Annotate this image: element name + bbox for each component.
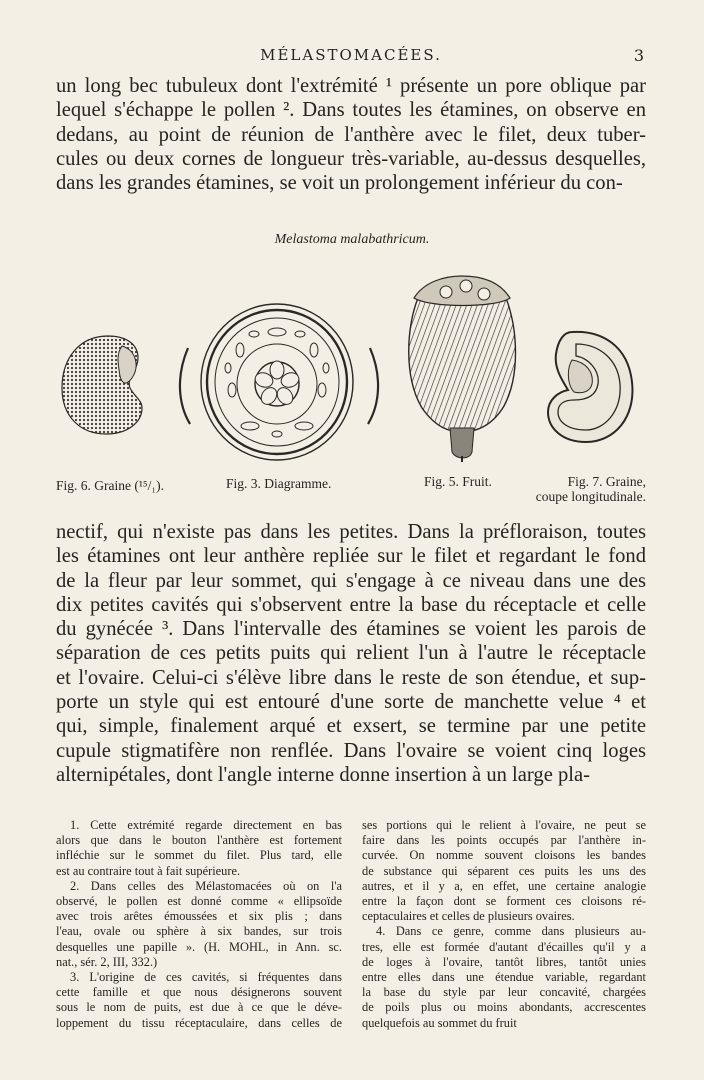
seed-section-illustration: [542, 326, 638, 448]
caption-fig7: [536, 474, 646, 504]
text-line: dans les grandes étamines, se voit un prolongement inférieur du con-: [56, 172, 623, 195]
text-line: et l'ovaire. Celui-ci s'élève libre dans le reste de son étendue, et sup-: [56, 666, 646, 689]
footnote-line: 1. Cette extrémité regarde directement en bas: [70, 818, 342, 832]
footnote-line: autres, et il y a, en effet, une certaine analogie: [362, 878, 646, 893]
running-header: [56, 46, 646, 68]
footnote-line: desquelles une papille ». (H. MOHL, in Ann. sc.: [56, 939, 342, 954]
page-number: 3: [633, 46, 644, 65]
text-line: les étamines ont leur anthère repliée sur le filet et regardant le fond: [56, 545, 646, 568]
footnotes-left-column: [56, 818, 342, 1031]
text-line: nectif, qui n'existe pas dans les petites. Dans la préfloraison, toutes: [56, 521, 646, 543]
text-line: séparation de ces petits puits qui relient l'un à l'autre le réceptacle: [56, 642, 646, 665]
footnote-line: la base du style par leur concavité, chargées: [362, 985, 646, 1000]
fruit-illustration: [400, 268, 524, 464]
footnote-line: l'eau, ovale ou sphère à six bandes, sur trois: [56, 924, 342, 939]
footnote-line: tres, elle est formée d'autant d'écailles qu'il y a: [362, 939, 646, 954]
footnote-line: infléchie sur le sommet du filet. Plus tard, elle: [56, 848, 342, 863]
footnote-line: 3. L'origine de ces cavités, si fréquentes dans: [70, 970, 342, 985]
caption-fig7-line1: Fig. 7. Graine,: [567, 474, 646, 489]
body-text-top: [56, 74, 646, 195]
text-line: du gynécée ³. Dans l'intervalle des étamines se voient les parois de: [56, 618, 646, 641]
footnote-line: de substance qui séparent ces puits les uns des: [362, 863, 646, 878]
footnote-line: 2. Dans celles des Mélastomacées où on l'a: [70, 878, 342, 893]
floral-diagram: [174, 292, 384, 468]
text-line: porte un style qui est entouré d'une sorte de manchette velue ⁴ et: [56, 691, 646, 714]
footnotes-right-column: [362, 818, 646, 1031]
seed-illustration: [58, 330, 148, 440]
footnote-line: faire dans les points occupés par l'anthère in-: [362, 833, 646, 848]
body-text-bottom: [56, 520, 646, 787]
footnote-line: loppement du tissu réceptaculaire, dans celles de: [56, 1015, 342, 1030]
footnote-line: nat., sér. 2, III, 332.): [56, 954, 158, 969]
footnote-line: ceptaculaires et celles de plusieurs ovaires.: [362, 909, 575, 924]
footnote-line: avec trois arêtes émoussées et six plis ; dans: [56, 909, 342, 924]
caption-fig3: Fig. 3. Diagramme.: [226, 476, 332, 491]
text-line: dedans, au point de réunion de l'anthère avec le filet, deux tuber-: [56, 123, 646, 146]
footnote-line: sous le nom de puits, est due à ce que le déve-: [56, 1000, 342, 1015]
caption-fig5: Fig. 5. Fruit.: [424, 474, 492, 489]
caption-fig7-line2: coupe longitudinale.: [535, 489, 646, 504]
running-title: MÉLASTOMACÉES.: [260, 46, 442, 64]
footnote-line: 4. Dans ce genre, comme dans plusieurs au-: [376, 924, 646, 939]
footnote-line: alors que dans le bouton l'anthère est fortement: [56, 833, 342, 848]
caption-fig6: Fig. 6. Graine (¹⁵/₁).: [56, 478, 164, 493]
text-line: dix petites cavités qui s'observent entre la base du réceptacle et celle: [56, 593, 646, 616]
footnote-line: de loges à l'ovaire, tantôt libres, tantôt unies: [362, 954, 646, 969]
text-line: cules ou deux cornes de longueur très-variable, au-dessus desquelles,: [56, 147, 646, 170]
footnote-line: cette famille et que nous désignerons souvent: [56, 985, 342, 1000]
footnote-line: de poils plus ou moins abondants, accrescentes: [362, 1000, 646, 1015]
text-line: alternipétales, dont l'angle interne donne insertion à un large pla-: [56, 763, 591, 786]
text-line: un long bec tubuleux dont l'extrémité ¹ présente un pore oblique par: [56, 75, 646, 97]
footnote-line: entre la façon dont se forment ces cloisons ré-: [362, 894, 646, 909]
text-line: lequel s'échappe le pollen ². Dans toutes les étamines, on observe en: [56, 99, 646, 122]
text-line: de la fleur par leur sommet, qui s'engage à ce niveau dans une des: [56, 569, 646, 592]
footnote-line: curvée. On nomme souvent cloisons les bandes: [362, 848, 646, 863]
footnote-line: ses portions qui le relient à l'ovaire, ne peut se: [362, 818, 646, 832]
text-line: cupule stigmatifère non renflée. Dans l'ovaire se voient cinq loges: [56, 739, 646, 762]
figure-title: Melastoma malabathricum.: [274, 232, 430, 247]
text-line: qui, simple, finalement arqué et exsert, se termine par une petite: [56, 715, 646, 738]
footnote-line: observé, le pollen est donné comme « ellipsoïde: [56, 894, 342, 909]
footnote-line: entre elles dans une étendue variable, regardant: [362, 970, 646, 985]
footnote-line: est au contraire tout à fait supérieure.: [56, 863, 241, 878]
footnote-line: quelquefois au sommet du fruit: [362, 1015, 517, 1030]
